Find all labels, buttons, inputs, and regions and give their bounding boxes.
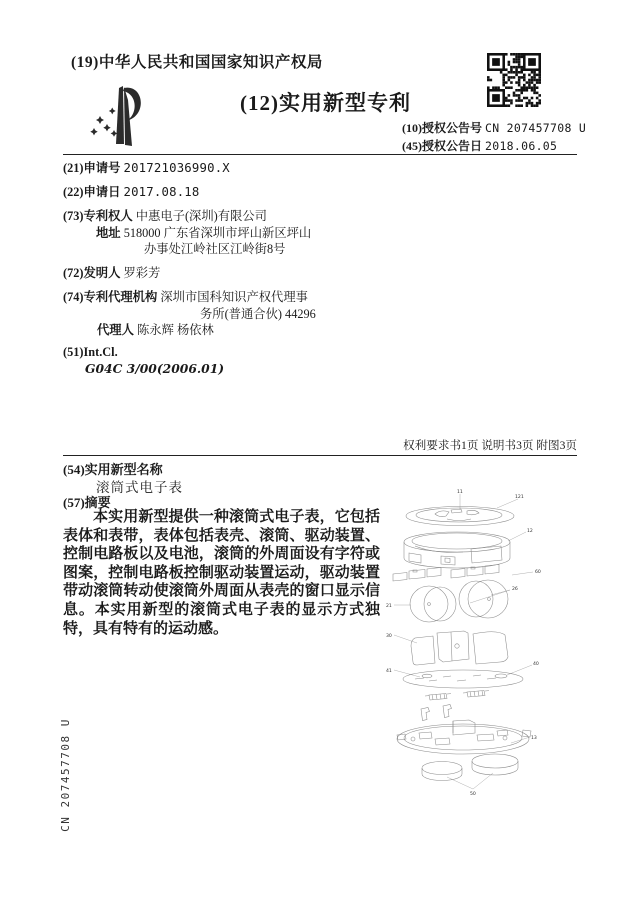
abstract-label: (57)摘要: [63, 495, 111, 510]
intcl-line: [63, 344, 118, 360]
publication-date-label: (45)授权公告日: [402, 139, 482, 153]
inventor-label: (72)发明人: [63, 266, 121, 280]
patentee-line: [63, 208, 267, 224]
document-kind-title: (12)实用新型专利: [240, 91, 411, 115]
publication-date-line: [402, 137, 557, 154]
agency-label: (74)专利代理机构: [63, 290, 158, 304]
publication-number-label: (10)授权公告号: [402, 121, 482, 135]
intcl-label: (51)Int.Cl.: [63, 345, 118, 359]
agent-line: [97, 322, 214, 338]
patentee-address-line1: [96, 225, 311, 241]
qr-modules: [487, 53, 541, 107]
application-date-line: [63, 184, 200, 200]
figure-label-13: 13: [531, 736, 537, 741]
logo-stars: [90, 108, 117, 137]
agency-value-line1: 深圳市国科知识产权代理事: [160, 290, 308, 304]
patentee-value: 中惠电子(深圳)有限公司: [135, 209, 267, 223]
figure-top-cover: [406, 507, 514, 526]
figure-label-11: 11: [457, 490, 463, 495]
application-date-value: 2017.08.18: [123, 185, 200, 199]
agency-line2: [200, 306, 316, 322]
abstract-divider: [63, 455, 577, 456]
address-value-line2: 办事处江岭社区江岭街8号: [144, 242, 286, 256]
figure-batteries: [422, 754, 518, 781]
agency-line1: [63, 289, 308, 305]
inventor-value: 罗彩芳: [123, 266, 161, 280]
figure-contact-strips: [393, 565, 499, 582]
figure-bottom-case: [397, 720, 531, 754]
qr-code-icon: [487, 53, 541, 107]
figure-label-41: 41: [386, 669, 392, 674]
figure-label-26: 26: [512, 587, 518, 592]
inventor-line: [63, 265, 160, 281]
patentee-address-line2: [144, 241, 285, 257]
application-number-label: (21)申请号: [63, 161, 121, 175]
agent-names: 陈永辉 杨依林: [136, 323, 214, 337]
invention-title: 滚筒式电子表: [96, 480, 183, 495]
application-number-line: [63, 160, 230, 176]
publication-date-value: 2018.06.05: [485, 139, 558, 153]
cnipa-logo-icon: [86, 82, 142, 152]
side-publication-number: CN 207457708 U: [59, 718, 72, 832]
figure-label-60: 60: [535, 570, 541, 575]
figure-label-21: 21: [386, 604, 392, 609]
agency-value-line2: 务所(普通合伙) 44296: [200, 307, 316, 321]
figure-label-50: 50: [470, 792, 476, 797]
publication-number-line: [402, 119, 586, 136]
patentee-label: (73)专利权人: [63, 209, 133, 223]
agent-label: 代理人: [97, 323, 134, 337]
patent-office-name: (19)中华人民共和国国家知识产权局: [71, 54, 323, 71]
title-label: (54)实用新型名称: [63, 462, 163, 477]
figure-case-ring: [404, 532, 510, 568]
figure-label-40: 40: [533, 662, 539, 667]
application-date-label: (22)申请日: [63, 185, 121, 199]
figure-label-12: 12: [527, 529, 533, 534]
figure-worm-gears: [425, 691, 489, 701]
figure-label-121: 121: [515, 495, 524, 500]
abstract-text: 本实用新型提供一种滚筒式电子表，它包括表体和表带，表体包括表壳、滚筒、驱动装置、控制电路板以及电池，滚筒的外周面设有字符或图案，控制电路板控制驱动装置运动，驱动装置带动滚筒转动使滚筒外周面从表壳的窗口显示信息。本实用新型的滚筒式电子表的显示方式独特，具有特有的运动感。: [63, 509, 380, 637]
figure-label-30: 30: [386, 634, 392, 639]
patent-figure: [385, 483, 550, 797]
figure-rollers: [410, 580, 508, 622]
figure-brackets: [421, 705, 452, 721]
figure-reference-numbers: [386, 489, 541, 797]
pages-note: 权利要求书1页 说明书3页 附图3页: [403, 439, 577, 452]
address-value-line1: 518000 广东省深圳市坪山新区坪山: [123, 226, 312, 240]
application-number-value: 201721036990.X: [123, 161, 230, 175]
header-divider: [63, 154, 577, 155]
intcl-value: G04C 3/00(2006.01): [85, 361, 225, 376]
address-label: 地址: [96, 226, 121, 240]
figure-control-board: [403, 670, 523, 688]
publication-number-value: CN 207457708 U: [485, 121, 587, 135]
figure-drive-units: [411, 631, 508, 665]
